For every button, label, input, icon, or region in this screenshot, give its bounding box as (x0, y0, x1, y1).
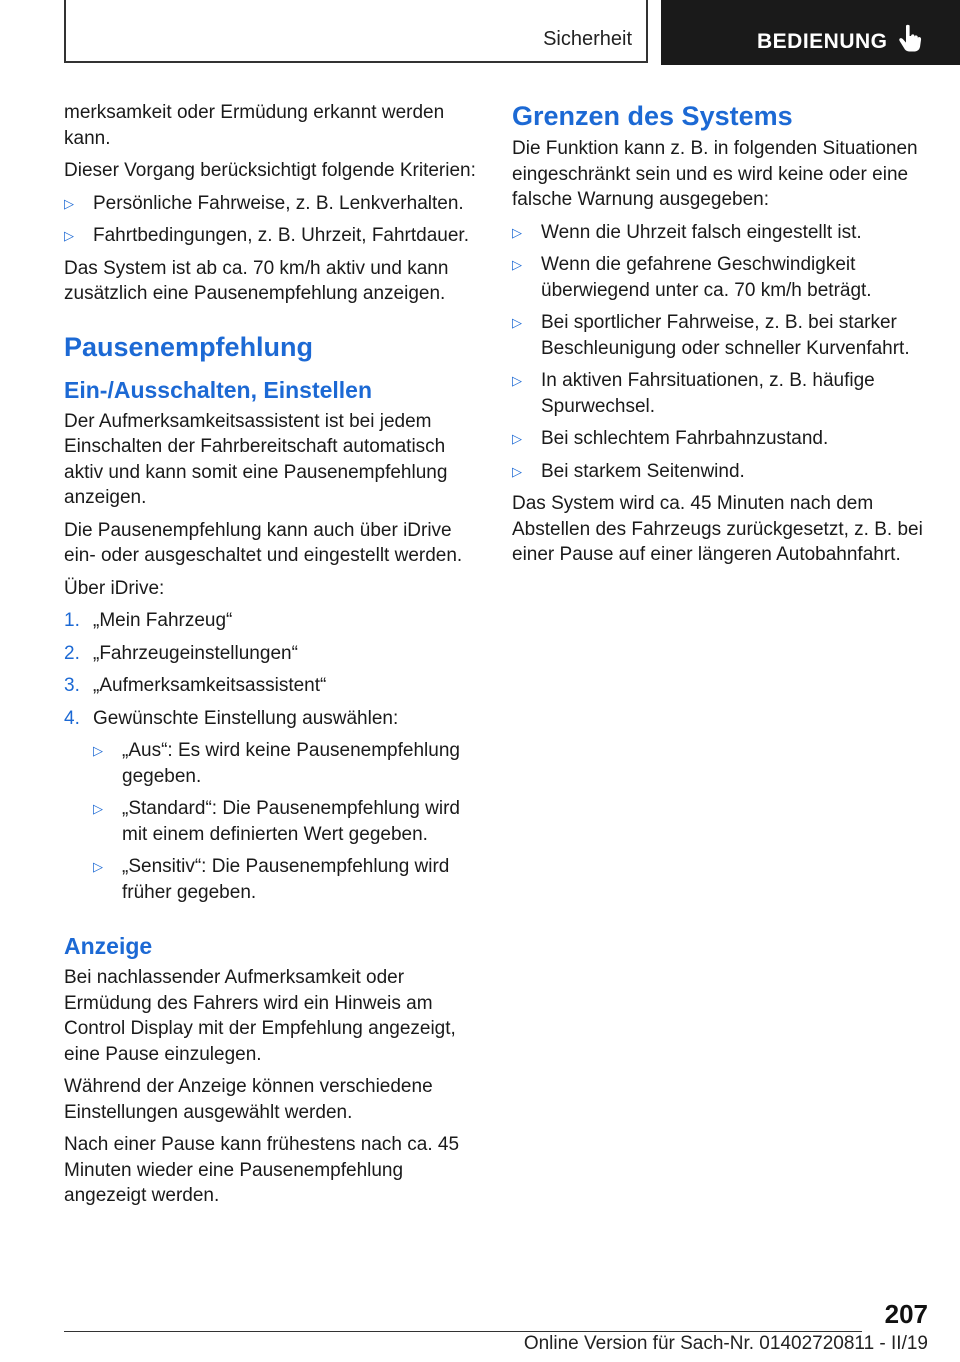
pointing-hand-icon (897, 24, 923, 54)
section-tab (64, 0, 648, 63)
switch-paragraph-3: Über iDrive: (64, 577, 165, 599)
intro-paragraph-2: Dieser Vorgang berücksichtigt folgende Kriterien: (64, 160, 476, 181)
step-item: 3. „Aufmerksamkeitsassistent“ (64, 675, 327, 696)
triangle-bullet-icon: ▷ (93, 743, 103, 758)
right-column (512, 100, 924, 575)
chapter-title: BEDIENUNG (757, 30, 888, 53)
limits-list (512, 220, 924, 485)
list-item: ▷ In aktiven Fahrsituationen, z. B. häufige Spurwechsel. (512, 370, 875, 417)
list-item: ▷ Bei schlechtem Fahrbahnzustand. (512, 426, 924, 452)
triangle-bullet-icon: ▷ (512, 373, 522, 388)
list-item: ▷ „Sensitiv“: Die Pausenempfehlung wird früher gegeben. (93, 856, 450, 903)
list-item: ▷ Bei sportlicher Fahrweise, z. B. bei starker Beschleunigung oder schneller Kurvenfahrt. (512, 312, 910, 359)
page-number: 207 (884, 1299, 928, 1329)
triangle-bullet-icon: ▷ (93, 801, 103, 816)
list-item: ▷ Wenn die gefahrene Geschwindigkeit überwiegend unter ca. 70 km/h beträgt. (512, 254, 872, 301)
list-item: ▷ „Aus“: Es wird keine Pausenempfehlung gegeben. (93, 740, 460, 787)
list-item: ▷ Persönliche Fahrweise, z. B. Lenkverhalten. (64, 191, 476, 217)
list-item: ▷ „Standard“: Die Pausenempfehlung wird mit einem definierten Wert gegeben. (93, 798, 460, 845)
footer-divider (64, 1331, 862, 1332)
reset-paragraph: Das System wird ca. 45 Minuten nach dem Abstellen des Fahrzeugs zurückgesetzt, z. B. bei einer Pause auf einer längeren Autobahnfahrt. (512, 493, 923, 565)
step-item: 4. Gewünschte Einstellung auswählen: ▷ „Aus“: Es wird keine Pausenempfehlung gegeben. ▷ „Standard“: Die Pausenempfehlung wird mit einem definierten Wert gegeben. ▷ „Sensitiv“: Die Pausenempfehlung wird früher gegeben. (64, 706, 476, 906)
criteria-list (64, 191, 476, 249)
triangle-bullet-icon: ▷ (512, 224, 522, 240)
footer-text: Online Version für Sach-Nr. 01402720811 - II/19 (523, 1333, 928, 1354)
triangle-bullet-icon: ▷ (93, 859, 103, 874)
intro-paragraph-3: Das System ist ab ca. 70 km/h aktiv und kann zusätzlich eine Pausenempfehlung anzeigen. (64, 257, 449, 304)
triangle-bullet-icon: ▷ (512, 257, 522, 272)
left-column (64, 100, 476, 1216)
section-title: Sicherheit (543, 28, 632, 50)
switch-paragraph-1: Der Aufmerksamkeitsassistent ist bei jedem Einschalten der Fahrbereitschaft automatisch aktiv und kann somit eine Pausenempfehlung anzeigen. (64, 410, 448, 508)
switch-paragraph-2: Die Pausenempfehlung kann auch über iDrive ein- oder ausgeschaltet und eingestellt werden. (64, 519, 463, 566)
display-paragraph-2: Während der Anzeige können verschiedene Einstellungen ausgewählt werden. (64, 1076, 433, 1123)
display-paragraph-1: Bei nachlassender Aufmerksamkeit oder Ermüdung des Fahrers wird ein Hinweis am Control Display mit der Empfehlung angezeigt, eine Pause einzulegen. (64, 967, 456, 1065)
list-item: ▷ Bei starkem Seitenwind. (512, 459, 924, 485)
triangle-bullet-icon: ▷ (512, 315, 522, 330)
triangle-bullet-icon: ▷ (512, 431, 522, 446)
step-item: 2. „Fahrzeugeinstellungen“ (64, 642, 298, 664)
step-item: 1. „Mein Fahrzeug“ (64, 610, 233, 631)
heading-ein-ausschalten: Ein-/Ausschalten, Einstellen (64, 376, 373, 403)
display-paragraph-3: Nach einer Pause kann frühestens nach ca. 45 Minuten wieder eine Pausenempfehlung angezeigt werden. (64, 1134, 460, 1206)
options-list (93, 738, 476, 905)
triangle-bullet-icon: ▷ (512, 463, 522, 479)
heading-pausenempfehlung: Pausenempfehlung (64, 331, 314, 362)
heading-anzeige: Anzeige (64, 933, 153, 959)
triangle-bullet-icon: ▷ (64, 195, 74, 211)
idrive-steps (64, 608, 476, 905)
triangle-bullet-icon: ▷ (64, 228, 74, 243)
intro-paragraph-1: merksamkeit oder Ermüdung erkannt werden kann. (64, 102, 445, 149)
chapter-tab (661, 0, 960, 65)
heading-grenzen: Grenzen des Systems (512, 101, 793, 131)
list-item: ▷ Fahrtbedingungen, z. B. Uhrzeit, Fahrtdauer. (64, 223, 476, 249)
limits-intro: Die Funktion kann z. B. in folgenden Situationen eingeschränkt sein und es wird keine oder eine falsche Warnung ausgegeben: (512, 138, 918, 210)
list-item: ▷ Wenn die Uhrzeit falsch eingestellt ist. (512, 220, 924, 246)
